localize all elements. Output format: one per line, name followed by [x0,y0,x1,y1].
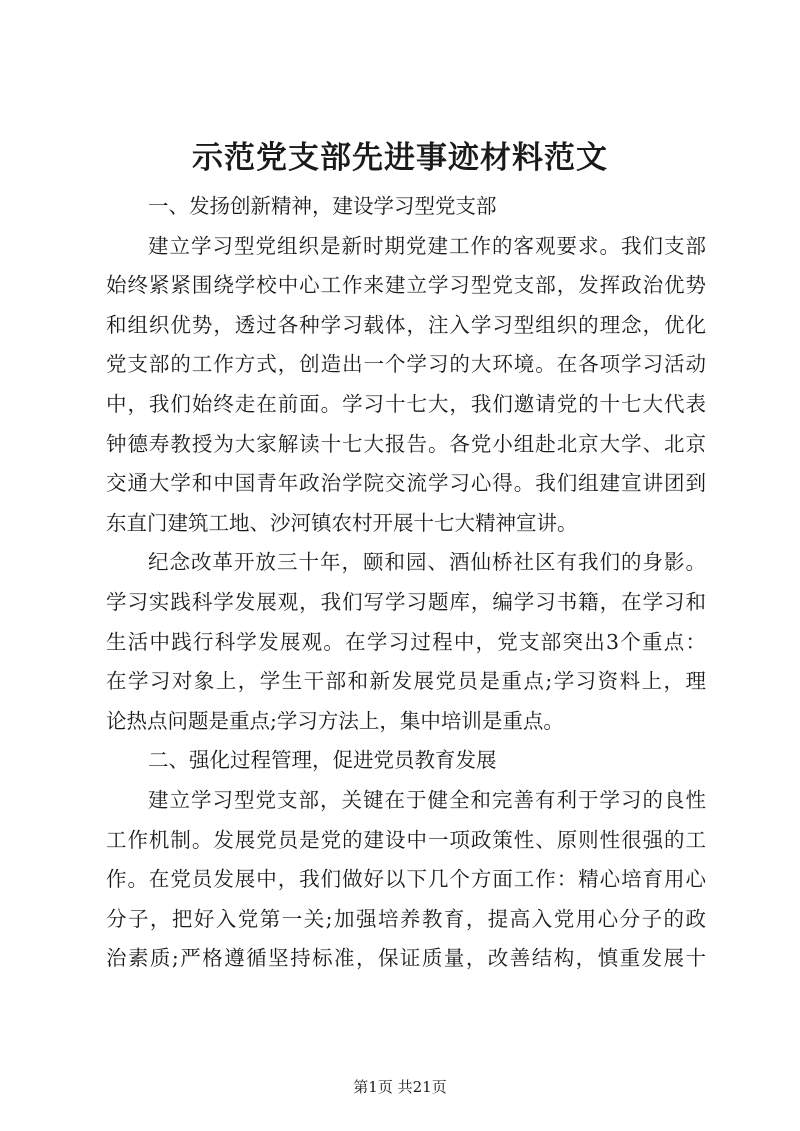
body-line: 建立学习型党组织是新时期党建工作的客观要求。我们支部 [148,233,706,258]
page-number-footer: 第1页 共21页 [353,1078,447,1096]
body-line: 钟德寿教授为大家解读十七大报告。各党小组赴北京大学、北京 [106,431,706,456]
body-line: 纪念改革开放三十年，颐和园、酒仙桥社区有我们的身影。 [148,550,706,575]
body-line: 生活中践行科学发展观。在学习过程中，党支部突出3个重点： [106,629,706,654]
body-line: 建立学习型党支部，关键在于健全和完善有利于学习的良性 [148,787,706,812]
body-line: 和组织优势，透过各种学习载体，注入学习型组织的理念，优化 [106,312,706,337]
section-heading-1: 一、发扬创新精神，建设学习型党支部 [148,194,497,218]
body-line: 中，我们始终走在前面。学习十七大，我们邀请党的十七大代表 [106,391,706,416]
body-line: 论热点问题是重点;学习方法上，集中培训是重点。 [106,708,564,733]
body-line: 始终紧紧围绕学校中心工作来建立学习型党支部，发挥政治优势 [106,273,706,298]
body-line: 交通大学和中国青年政治学院交流学习心得。我们组建宣讲团到 [106,471,706,496]
document-body [106,187,706,979]
body-line: 治素质;严格遵循坚持标准，保证质量，改善结构，慎重发展十 [106,946,706,971]
body-line: 在学习对象上，学生干部和新发展党员是重点;学习资料上，理 [106,669,706,694]
body-line: 党支部的工作方式，创造出一个学习的大环境。在各项学习活动 [106,352,706,377]
body-line: 学习实践科学发展观，我们写学习题库，编学习书籍，在学习和 [106,589,706,614]
body-line: 作。在党员发展中，我们做好以下几个方面工作：精心培育用心 [106,867,706,892]
body-line: 工作机制。发展党员是党的建设中一项政策性、原则性很强的工 [106,827,706,852]
body-line: 东直门建筑工地、沙河镇农村开展十七大精神宣讲。 [106,510,578,535]
body-line: 分子，把好入党第一关;加强培养教育，提高入党用心分子的政 [106,906,706,931]
document-title: 示范党支部先进事迹材料范文 [192,140,608,176]
section-heading-2: 二、强化过程管理，促进党员教育发展 [148,748,497,773]
